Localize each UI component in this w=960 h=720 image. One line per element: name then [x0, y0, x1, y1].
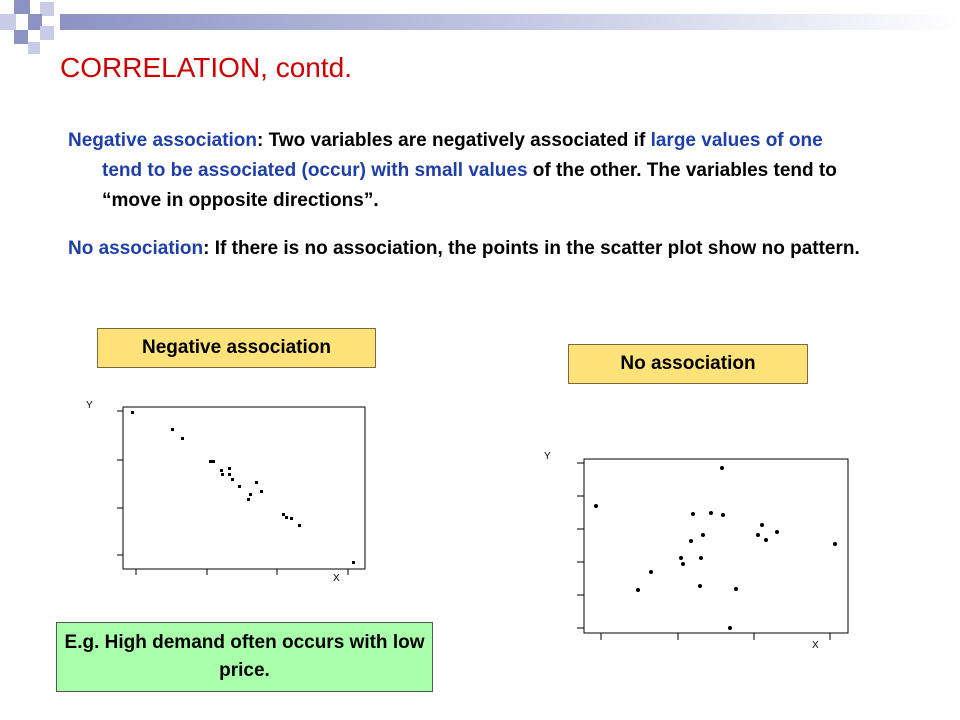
right-y-axis-label: Y — [544, 451, 551, 462]
negative-association-label: Negative association — [97, 328, 376, 368]
example-box: E.g. High demand often occurs with low price. — [56, 622, 433, 692]
slide-title: CORRELATION, contd. — [60, 52, 353, 83]
right-x-axis-label: X — [812, 640, 819, 651]
no-association-label: No association — [568, 344, 808, 384]
no-association-paragraph: No association: If there is no association, the points in the scatter plot show no pattern. — [68, 238, 860, 259]
negative-association-paragraph: Negative association: Two variables are negatively associated if large values of one tend to be associated (occur) with small values of the other. The variables tend to “move in opposite directions”. — [68, 130, 837, 211]
left-x-axis-label: X — [333, 573, 340, 584]
negative-association-term: Negative association — [68, 130, 258, 151]
left-y-axis-label: Y — [86, 400, 93, 411]
no-association-term: No association — [68, 238, 204, 259]
highlight-text: large values of one tend to be associated (occur) with small values — [102, 130, 823, 181]
